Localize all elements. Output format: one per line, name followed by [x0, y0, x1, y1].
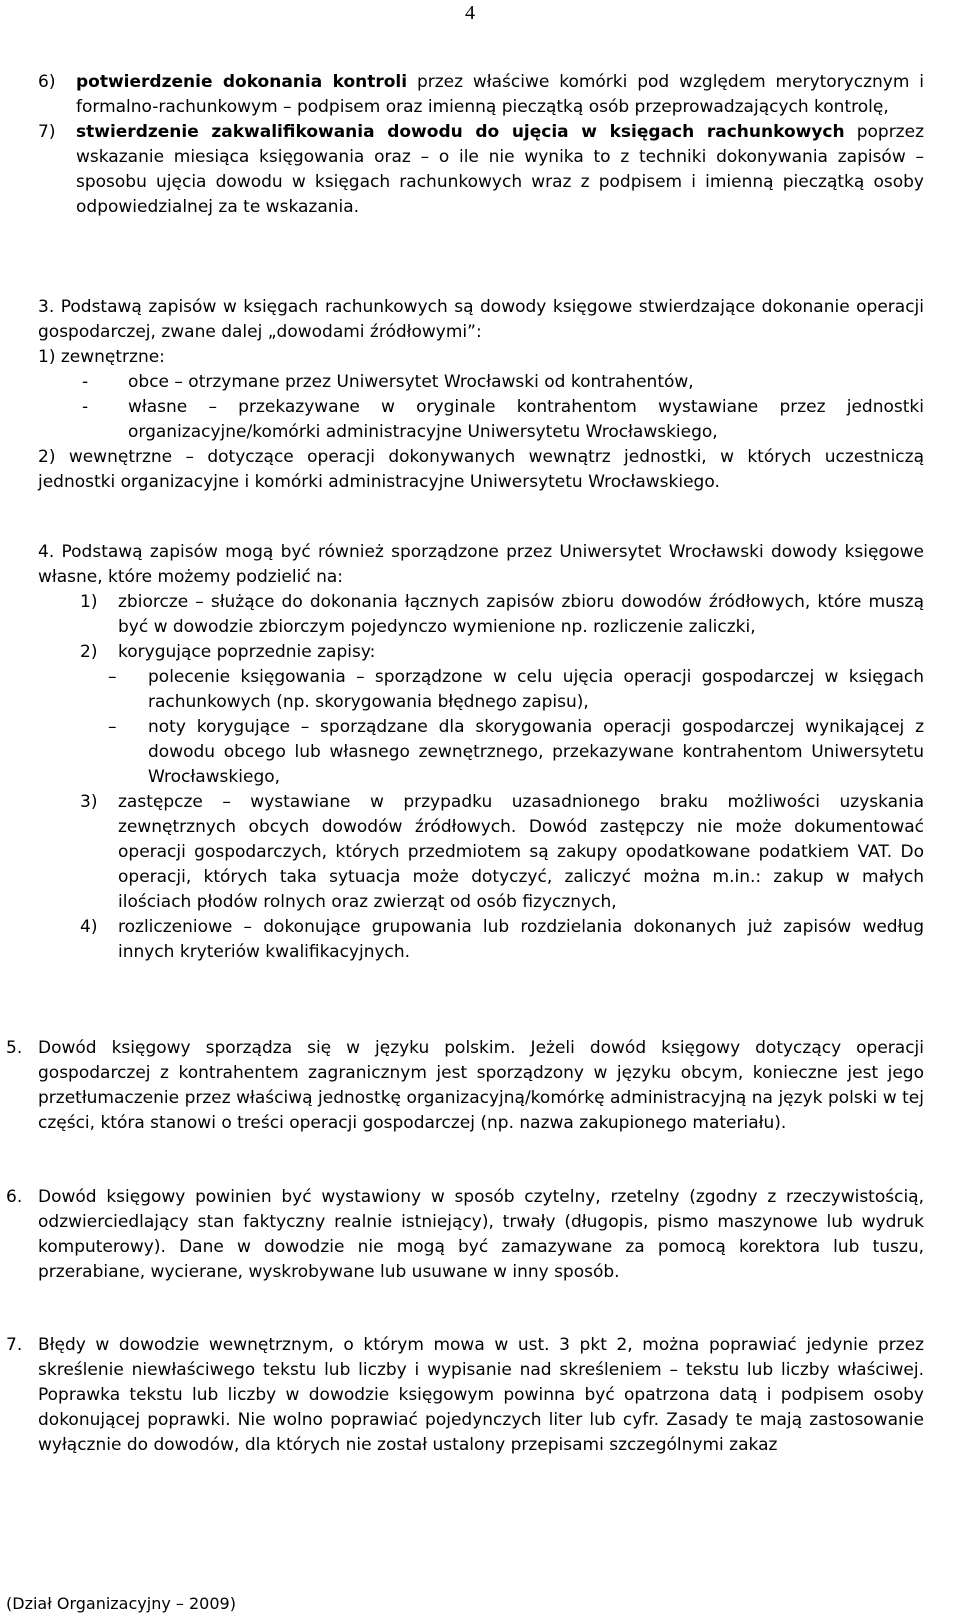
page-number: 4 [465, 2, 475, 24]
item-text: 1) zewnętrzne: [38, 347, 165, 367]
section-text-body: Podstawą zapisów w księgach rachunkowych są dowody księgowe stwierdzające dokonanie operacji gospodarczej, zwane dalej „dowodami źródłowymi”: [38, 297, 924, 342]
item-text: własne – przekazywane w oryginale kontrahentom wystawiane przez jednostki organizacyjne/komórki administracyjne Uniwersytetu Wrocławskiego, [128, 397, 924, 442]
item-text: korygujące poprzednie zapisy: [118, 642, 376, 662]
item-text: noty korygujące – sporządzane dla skorygowania operacji gospodarczej wynikającej z dowodu obcego lub własnego zewnętrznego, przekazywane kontrahentom Uniwersytetu Wrocławskiego, [148, 717, 924, 787]
dash-mark: – [108, 717, 117, 737]
section-number: 3. [38, 297, 55, 317]
dash-mark: - [82, 372, 89, 392]
section-6 [0, 1185, 924, 1285]
section-text [38, 295, 924, 345]
section-3 [38, 295, 924, 495]
section-7 [0, 1333, 924, 1458]
item-text: 2) wewnętrzne – dotyczące operacji dokonywanych wewnątrz jednostki, w których uczestniczą jednostki organizacyjne i komórki administracyjne Uniwersytetu Wrocławskiego. [38, 447, 924, 492]
list-item-7 [38, 120, 924, 220]
item-text [76, 70, 924, 120]
item-number: 3) [80, 792, 98, 812]
section-text: Dowód księgowy powinien być wystawiony w sposób czytelny, rzetelny (zgodny z rzeczywistością, odzwierciedlający stan faktyczny realnie istniejący), trwały (długopis, pismo maszynowe lub wydruk komputerowy). Dane w dowodzie nie mogą być zamazywane za pomocą korektora lub tuszu, przerabiane, wycierane, wyskrobywane lub usuwane w inny sposób. [38, 1187, 924, 1282]
page-footer: (Dział Organizacyjny – 2009) [6, 1594, 236, 1613]
item-number: 1) [80, 592, 98, 612]
section-3-intro [38, 295, 924, 345]
item-text: obce – otrzymane przez Uniwersytet Wrocławski od kontrahentów, [128, 372, 694, 392]
item-rest-text: poprzez wskazanie miesiąca księgowania oraz – o ile nie wynika to z techniki dokonywania zapisów – sposobu ujęcia dowodu w księgach rachunkowych wraz z podpisem i imienną pieczątką osoby odpowiedzialnej za te wskazania. [76, 122, 924, 217]
item-number: 4) [80, 917, 98, 937]
section-text-body: Podstawą zapisów mogą być również sporządzone przez Uniwersytet Wrocławski dowody księgowe własne, które możemy podzielić na: [38, 542, 924, 587]
item-text: zastępcze – wystawiane w przypadku uzasadnionego braku możliwości uzyskania zewnętrznych obcych dowodów źródłowych. Dowód zastępczy nie może dokumentować operacji gospodarczych, których przedmiotem są zakupy opodatkowane podatkiem VAT. Do operacji, których taka sytuacja może dotyczyć, zaliczyć można m.in.: zakup w małych ilościach płodów rolnych oraz zwierząt od osób fizycznych, [118, 792, 924, 912]
dash-item-1 [38, 370, 924, 395]
section-text: Dowód księgowy sporządza się w języku polskim. Jeżeli dowód księgowy dotyczący operacji gospodarczej z kontrahentem zagranicznym jest sporządzony w języku obcym, konieczne jest jego przetłumaczenie przez właściwą jednostkę organizacyjną/komórkę administracyjną na język polski w tej części, która stanowi o treści operacji gospodarczej (np. nazwa zakupionego materiału). [38, 1038, 924, 1133]
section-7-body [6, 1333, 924, 1458]
list-item-6 [38, 70, 924, 120]
item-bold-text: stwierdzenie zakwalifikowania dowodu do ujęcia w księgach rachunkowych [76, 122, 845, 142]
item-text [76, 120, 924, 220]
section-number: 5. [6, 1038, 23, 1058]
dash-item-2 [38, 715, 924, 790]
item-number: 7) [38, 122, 56, 142]
item-text: rozliczeniowe – dokonujące grupowania lub rozdzielania dokonanych już zapisów według innych kryteriów kwalifikacyjnych. [118, 917, 924, 962]
dash-item-1 [38, 665, 924, 715]
list-item-1 [38, 590, 924, 640]
list-continuation [38, 70, 924, 220]
section-text [38, 540, 924, 590]
item-text: zbiorcze – służące do dokonania łącznych zapisów zbioru dowodów źródłowych, które muszą być w dowodzie zbiorczym pojedynczo wymienione np. rozliczenie zaliczki, [118, 592, 924, 637]
section-number: 7. [6, 1335, 23, 1355]
item-text: polecenie księgowania – sporządzone w celu ujęcia operacji gospodarczej w księgach rachunkowych (np. skorygowania błędnego zapisu), [148, 667, 924, 712]
dash-mark: - [82, 397, 89, 417]
section-4 [38, 540, 924, 965]
list-item-4 [38, 915, 924, 965]
item-number: 2) [80, 642, 98, 662]
section-6-body [6, 1185, 924, 1285]
item-number: 6) [38, 72, 56, 92]
dash-mark: – [108, 667, 117, 687]
section-5 [0, 1036, 924, 1136]
section-number: 6. [6, 1187, 23, 1207]
section-5-body [6, 1036, 924, 1136]
item-bold-text: potwierdzenie dokonania kontroli [76, 72, 408, 92]
section-text: Błędy w dowodzie wewnętrznym, o którym mowa w ust. 3 pkt 2, można poprawiać jedynie przez skreślenie niewłaściwego tekstu lub liczby i wypisanie nad skreśleniem – tekstu lub liczby właściwej. Poprawka tekstu lub liczby w dowodzie księgowym powinna być opatrzona datą i podpisem osoby dokonującej poprawki. Nie wolno poprawiać pojedynczych liter lub cyfr. Zasady te mają zastosowanie wyłącznie do dowodów, dla których nie został ustalony przepisami szczególnymi zakaz [38, 1335, 924, 1455]
list-item-1 [38, 345, 924, 370]
section-number: 4. [38, 542, 55, 562]
dash-item-2 [38, 395, 924, 445]
list-item-2 [38, 445, 924, 495]
section-4-intro [38, 540, 924, 590]
item-rest-text: przez właściwe komórki pod względem merytorycznym i formalno-rachunkowym – podpisem oraz imienną pieczątką osób przeprowadzających kontrolę, [76, 72, 925, 117]
list-item-2 [38, 640, 924, 665]
list-item-3 [38, 790, 924, 915]
